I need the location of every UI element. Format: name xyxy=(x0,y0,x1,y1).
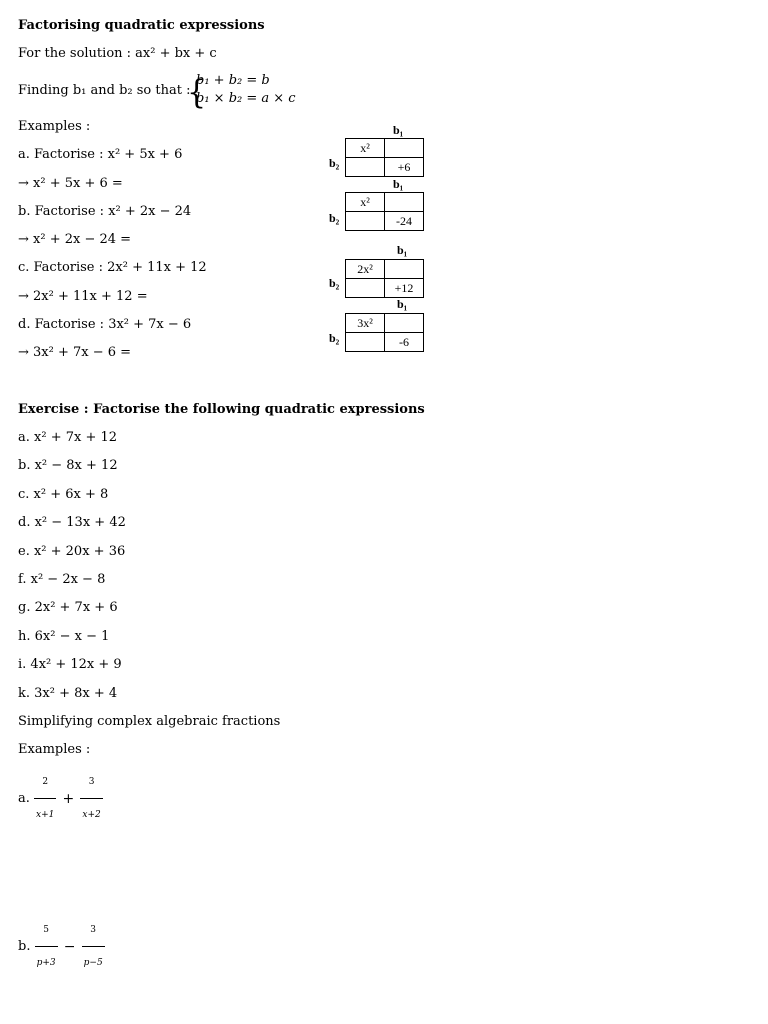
solution-form: For the solution : ax² + bx + c xyxy=(18,46,217,61)
fraction-a-second xyxy=(80,766,102,831)
grid-c-square-cell: 2x² xyxy=(346,260,385,279)
grid-b xyxy=(345,192,424,231)
example-d-answer: → 3x² + 7x − 6 = xyxy=(18,345,132,360)
page-title: Factorising quadratic expressions xyxy=(18,18,265,33)
grid-c-constant-cell: +12 xyxy=(385,279,424,298)
grid-d-square-cell: 3x² xyxy=(346,314,385,333)
grid-a-empty-cell xyxy=(346,158,385,177)
exercise-item: c. x² + 6x + 8 xyxy=(18,487,109,502)
grid-d-empty-cell xyxy=(346,333,385,352)
grid-b-empty-cell xyxy=(346,212,385,231)
example-a-answer: → x² + 5x + 6 = xyxy=(18,176,123,191)
example-d-question: d. Factorise : 3x² + 7x − 6 xyxy=(18,317,192,332)
exercise-item: b. x² − 8x + 12 xyxy=(18,458,118,473)
grid-a xyxy=(345,138,424,177)
exercise-item: k. 3x² + 8x + 4 xyxy=(18,686,118,701)
numerator: 3 xyxy=(82,914,105,947)
fraction-example-a xyxy=(18,766,103,831)
grid-b-empty-cell xyxy=(385,193,424,212)
grid-d-empty-cell xyxy=(385,314,424,333)
example-c-question: c. Factorise : 2x² + 11x + 12 xyxy=(18,260,207,275)
finding-label: Finding b₁ and b₂ so that : xyxy=(18,83,191,98)
grid-d-b2-label: b₂ xyxy=(329,331,340,345)
exercise-heading: Exercise : Factorise the following quadratic expressions xyxy=(18,402,425,417)
fractions-heading: Simplifying complex algebraic fractions xyxy=(18,714,281,729)
product-condition: b₁ × b₂ = a × c xyxy=(196,91,296,106)
denominator: x+2 xyxy=(82,810,101,820)
grid-a-b1-label: b₁ xyxy=(393,123,404,137)
grid-c-b2-label: b₂ xyxy=(329,276,340,290)
numerator: 5 xyxy=(35,914,58,947)
fraction-b-label: b. xyxy=(18,939,31,954)
grid-c-b1-label: b₁ xyxy=(397,243,408,257)
system-brace: { xyxy=(187,73,207,112)
exercise-item: e. x² + 20x + 36 xyxy=(18,544,126,559)
fraction-b-first xyxy=(35,914,58,979)
grid-b-b1-label: b₁ xyxy=(393,177,404,191)
grid-c-empty-cell xyxy=(346,279,385,298)
example-b-answer: → x² + 2x − 24 = xyxy=(18,232,132,247)
grid-d xyxy=(345,313,424,352)
sum-condition: b₁ + b₂ = b xyxy=(196,73,270,88)
fraction-a-first xyxy=(34,766,56,831)
numerator: 2 xyxy=(34,766,56,799)
fraction-example-b xyxy=(18,914,105,979)
grid-a-empty-cell xyxy=(385,139,424,158)
exercise-item: a. x² + 7x + 12 xyxy=(18,430,118,445)
grid-a-constant-cell: +6 xyxy=(385,158,424,177)
grid-c-empty-cell xyxy=(385,260,424,279)
exercise-item: f. x² − 2x − 8 xyxy=(18,572,106,587)
exercise-item: g. 2x² + 7x + 6 xyxy=(18,600,118,615)
denominator: x+1 xyxy=(36,810,55,820)
example-c-answer: → 2x² + 11x + 12 = xyxy=(18,289,148,304)
fraction-b-second xyxy=(82,914,105,979)
grid-c xyxy=(345,259,424,298)
numerator: 3 xyxy=(80,766,102,799)
grid-d-b1-label: b₁ xyxy=(397,297,408,311)
grid-d-constant-cell: -6 xyxy=(385,333,424,352)
fraction-a-label: a. xyxy=(18,791,30,806)
operator: + xyxy=(62,790,75,807)
exercise-item: d. x² − 13x + 42 xyxy=(18,515,126,530)
example-b-question: b. Factorise : x² + 2x − 24 xyxy=(18,204,192,219)
grid-b-square-cell: x² xyxy=(346,193,385,212)
examples-heading: Examples : xyxy=(18,119,91,134)
exercise-item: h. 6x² − x − 1 xyxy=(18,629,110,644)
denominator: p+3 xyxy=(36,958,56,968)
grid-a-b2-label: b₂ xyxy=(329,156,340,170)
denominator: p−5 xyxy=(83,958,103,968)
operator: − xyxy=(63,938,76,955)
exercise-item: i. 4x² + 12x + 9 xyxy=(18,657,122,672)
example-a-question: a. Factorise : x² + 5x + 6 xyxy=(18,147,183,162)
grid-a-square-cell: x² xyxy=(346,139,385,158)
fractions-examples-heading: Examples : xyxy=(18,742,91,757)
grid-b-constant-cell: -24 xyxy=(385,212,424,231)
grid-b-b2-label: b₂ xyxy=(329,211,340,225)
